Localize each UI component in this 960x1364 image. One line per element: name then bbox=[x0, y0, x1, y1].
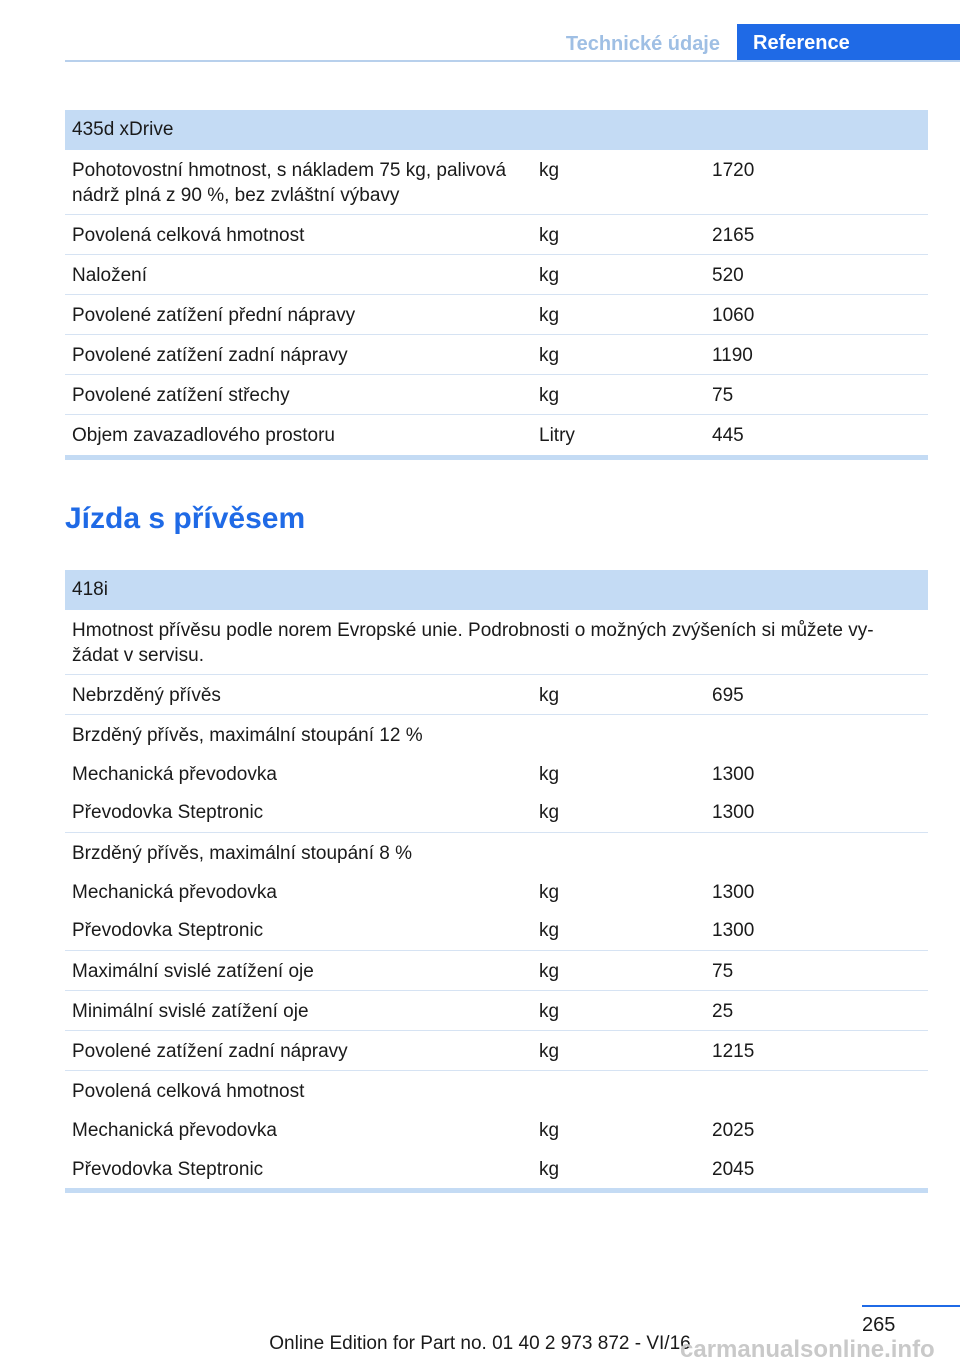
table-row bbox=[65, 675, 928, 715]
sub-row bbox=[65, 762, 928, 801]
table-row bbox=[65, 991, 928, 1031]
row-value: 1300 bbox=[712, 920, 755, 942]
row-label: Nebrzděný přívěs bbox=[72, 685, 221, 706]
table-row bbox=[65, 295, 928, 335]
row-unit: kg bbox=[539, 920, 560, 942]
row-label: Povolená celková hmotnost bbox=[72, 1081, 305, 1102]
table-row bbox=[65, 375, 928, 415]
group-header bbox=[65, 841, 928, 880]
table-row bbox=[65, 335, 928, 375]
row-label: Povolené zatížení přední nápravy bbox=[72, 305, 356, 326]
row-value: 25 bbox=[712, 1001, 734, 1022]
row-value: 75 bbox=[712, 385, 734, 406]
row-unit: kg bbox=[539, 385, 560, 406]
row-unit: kg bbox=[539, 685, 560, 706]
row-label: Maximální svislé zatížení oje bbox=[72, 961, 314, 982]
header-divider bbox=[65, 60, 960, 62]
table-row-group bbox=[65, 833, 928, 951]
row-label: Pohotovostní hmotnost, s nákladem 75 kg, palivová nádrž plná z 90 %, bez zvláštní výbavy bbox=[72, 160, 507, 206]
row-value: 75 bbox=[712, 961, 734, 982]
row-value: 1300 bbox=[712, 881, 755, 903]
row-value: 1720 bbox=[712, 160, 755, 181]
row-label: Brzděný přívěs, maximální stoupání 12 % bbox=[72, 725, 423, 746]
group-header bbox=[65, 723, 928, 762]
row-value: 520 bbox=[712, 265, 744, 286]
table-note: Hmotnost přívěsu podle norem Evropské unie. Podrobnosti o možných zvýšeních si můžete vy- žádat v servisu. bbox=[72, 620, 874, 666]
watermark: carmanualsonline.info bbox=[680, 1336, 935, 1363]
row-label: Brzděný přívěs, maximální stoupání 8 % bbox=[72, 843, 413, 864]
section-heading: Jízda s přívěsem bbox=[65, 502, 306, 535]
page-number-rule bbox=[862, 1305, 960, 1307]
row-label: Povolené zatížení zadní nápravy bbox=[72, 345, 348, 366]
row-label: Naložení bbox=[72, 265, 147, 286]
sub-row bbox=[65, 918, 928, 950]
table-row bbox=[65, 215, 928, 255]
sub-row bbox=[65, 1118, 928, 1157]
row-unit: kg bbox=[539, 802, 560, 824]
row-unit: kg bbox=[539, 305, 560, 326]
row-value: 695 bbox=[712, 685, 744, 706]
row-label: Mechanická převodovka bbox=[72, 763, 277, 785]
sub-row bbox=[65, 880, 928, 919]
row-unit: kg bbox=[539, 1120, 560, 1141]
row-value: 1060 bbox=[712, 305, 755, 326]
page-number: 265 bbox=[862, 1314, 896, 1336]
row-unit: kg bbox=[539, 160, 560, 181]
table-bottom-bar bbox=[65, 455, 928, 460]
row-label: Mechanická převodovka bbox=[72, 881, 277, 903]
header-tab-technical-data[interactable]: Technické údaje bbox=[565, 33, 720, 55]
group-header bbox=[65, 1079, 928, 1118]
table-row-group bbox=[65, 715, 928, 833]
table-row bbox=[65, 150, 928, 215]
table-row bbox=[65, 415, 928, 455]
row-label: Objem zavazadlového prostoru bbox=[72, 425, 335, 446]
row-value: 2045 bbox=[712, 1159, 755, 1180]
trailer-table-418i bbox=[65, 570, 928, 1193]
table-title: 418i bbox=[65, 570, 928, 610]
row-label: Povolené zatížení střechy bbox=[72, 385, 290, 406]
row-label: Mechanická převodovka bbox=[72, 1120, 277, 1141]
row-label: Povolené zatížení zadní nápravy bbox=[72, 1041, 348, 1062]
row-label: Minimální svislé zatížení oje bbox=[72, 1001, 309, 1022]
table-row-group bbox=[65, 1071, 928, 1188]
row-unit: kg bbox=[539, 1041, 560, 1062]
table-row bbox=[65, 255, 928, 295]
row-value: 1190 bbox=[712, 345, 753, 366]
row-value: 2165 bbox=[712, 225, 755, 246]
table-title: 435d xDrive bbox=[65, 110, 928, 150]
table-row bbox=[65, 610, 928, 675]
row-value: 445 bbox=[712, 425, 744, 446]
row-value: 1300 bbox=[712, 763, 755, 785]
row-label: Převodovka Steptronic bbox=[72, 1159, 264, 1180]
sub-row bbox=[65, 800, 928, 832]
sub-row bbox=[65, 1157, 928, 1188]
row-unit: kg bbox=[539, 225, 560, 246]
row-value: 2025 bbox=[712, 1120, 755, 1141]
row-label: Převodovka Steptronic bbox=[72, 920, 264, 942]
row-unit: kg bbox=[539, 881, 560, 903]
row-label: Povolená celková hmotnost bbox=[72, 225, 305, 246]
row-value: 1215 bbox=[712, 1041, 755, 1062]
row-unit: kg bbox=[539, 1159, 560, 1180]
row-label: Převodovka Steptronic bbox=[72, 802, 264, 824]
row-unit: kg bbox=[539, 345, 560, 366]
page-header bbox=[0, 0, 960, 62]
header-tab-reference[interactable]: Reference bbox=[737, 24, 960, 62]
specs-table-435d bbox=[65, 110, 928, 460]
row-unit: kg bbox=[539, 763, 560, 785]
row-unit: Litry bbox=[539, 425, 575, 446]
row-unit: kg bbox=[539, 265, 560, 286]
row-unit: kg bbox=[539, 1001, 560, 1022]
row-value: 1300 bbox=[712, 802, 755, 824]
table-bottom-bar bbox=[65, 1188, 928, 1193]
edition-footer: Online Edition for Part no. 01 40 2 973 872 - VI/16 bbox=[269, 1333, 691, 1354]
row-unit: kg bbox=[539, 961, 560, 982]
table-row bbox=[65, 951, 928, 991]
table-row bbox=[65, 1031, 928, 1071]
